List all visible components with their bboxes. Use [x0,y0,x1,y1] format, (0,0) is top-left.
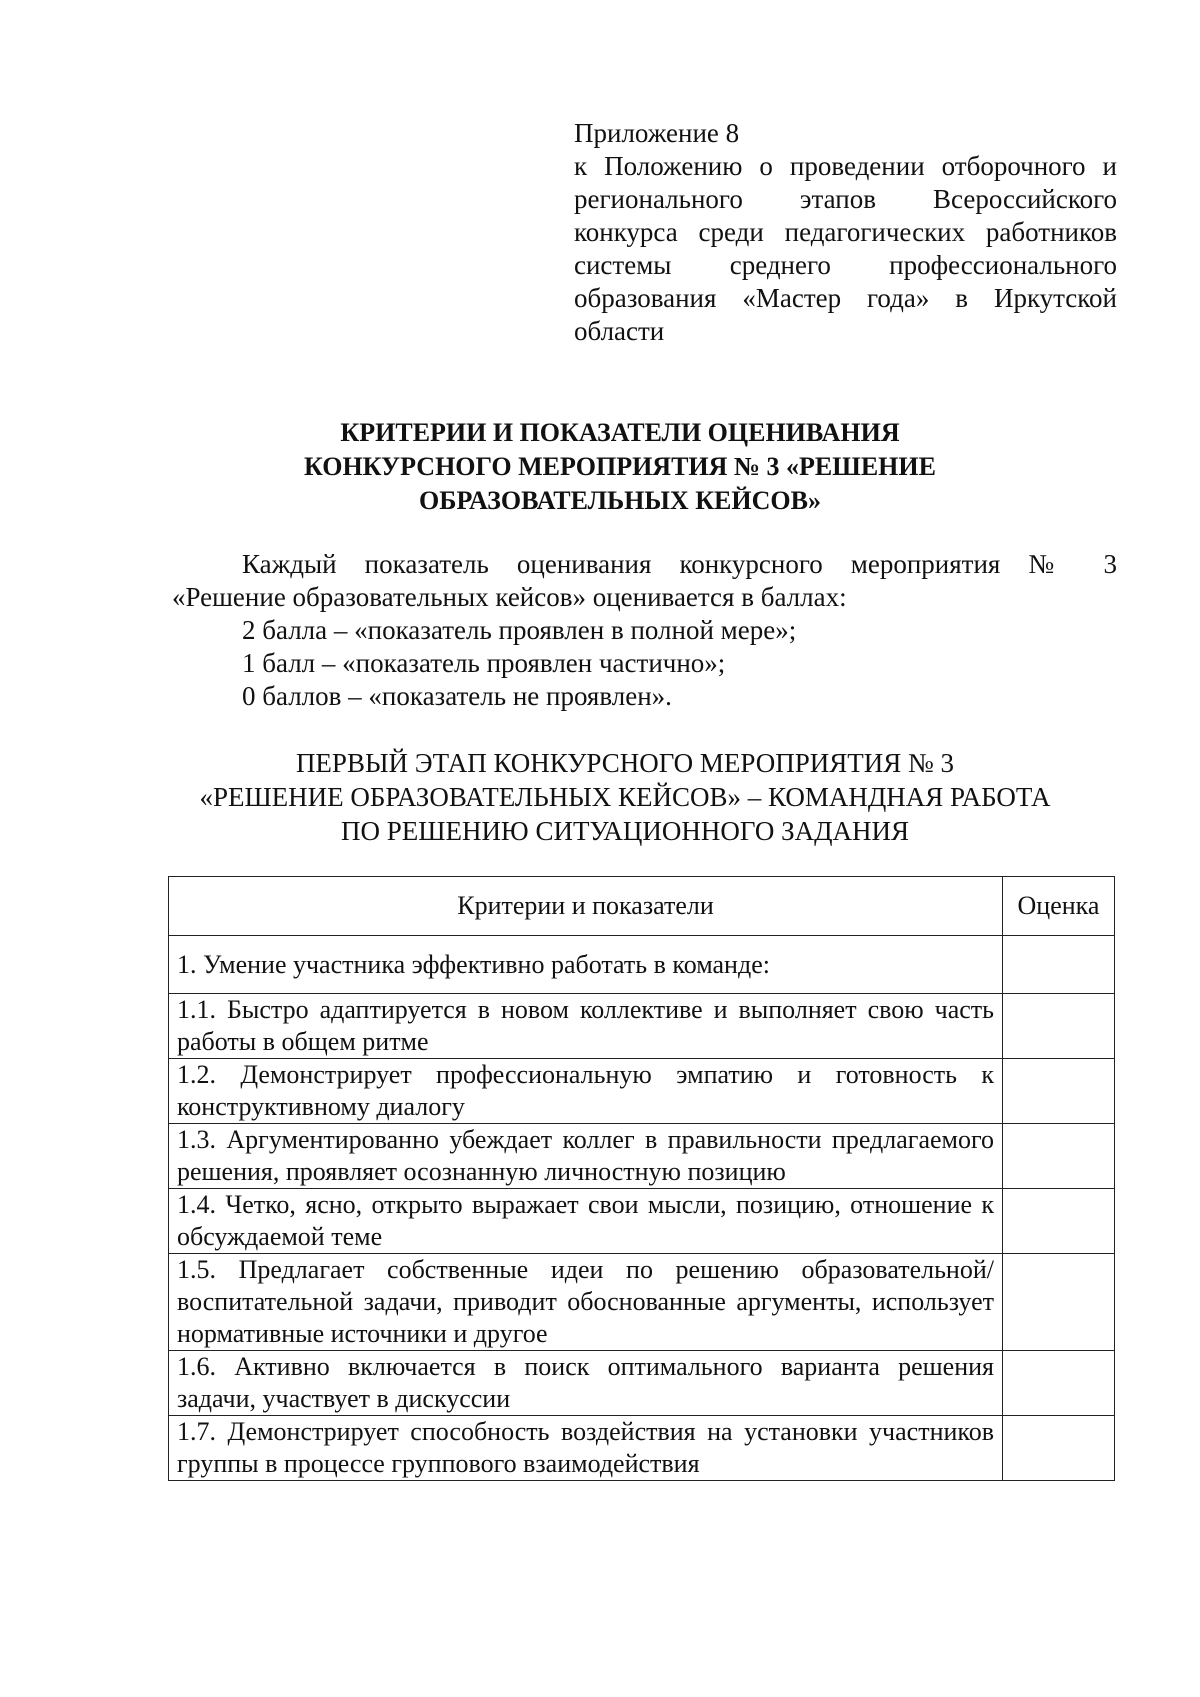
score-cell[interactable] [1003,1059,1115,1124]
score-0-description: 0 баллов – «показатель не проявлен». [242,681,672,711]
appendix-text-line: области [574,316,665,346]
score-cell[interactable] [1003,1124,1115,1189]
intro-line: «Решение образовательных кейсов» оценивается в баллах: [172,582,847,612]
criterion-cell: 1. Умение участника эффективно работать в команде: [169,936,1003,994]
stage-heading [150,746,1100,848]
score-cell[interactable] [1003,936,1115,994]
document-title [150,416,1090,518]
criterion-cell: 1.3. Аргументированно убеждает коллег в правильности предлагаемого решения, проявляет осознанную личностную позицию [169,1124,1003,1189]
appendix-text-line: конкурса среди педагогических работников [574,217,1117,247]
table-row [169,936,1115,994]
criteria-column-header: Критерии и показатели [169,877,1003,936]
intro-line: Каждый показатель оценивания конкурсного мероприятия № 3 [242,549,1117,579]
table-row [169,1124,1115,1189]
criterion-cell: 1.2. Демонстрирует профессиональную эмпатию и готовность к конструктивному диалогу [169,1059,1003,1124]
title-line: КРИТЕРИИ И ПОКАЗАТЕЛИ ОЦЕНИВАНИЯ [340,418,900,447]
criteria-table [168,876,1115,1481]
table-header-row [169,877,1115,936]
score-column-header: Оценка [1003,877,1115,936]
score-2-description: 2 балла – «показатель проявлен в полной мере»; [242,615,797,645]
criterion-cell: 1.4. Четко, ясно, открыто выражает свои мысли, позицию, отношение к обсуждаемой теме [169,1189,1003,1254]
score-1-description: 1 балл – «показатель проявлен частично»; [242,648,726,678]
title-line: ОБРАЗОВАТЕЛЬНЫХ КЕЙСОВ» [419,486,821,515]
title-line: КОНКУРСНОГО МЕРОПРИЯТИЯ № 3 «РЕШЕНИЕ [304,452,936,481]
stage-heading-line: ПЕРВЫЙ ЭТАП КОНКУРСНОГО МЕРОПРИЯТИЯ № 3 [295,748,955,778]
score-cell[interactable] [1003,1416,1115,1481]
score-cell[interactable] [1003,994,1115,1059]
appendix-text-line: к Положению о проведении отборочного и [574,151,1117,181]
table-row [169,1351,1115,1416]
score-cell[interactable] [1003,1351,1115,1416]
stage-heading-line: «РЕШЕНИЕ ОБРАЗОВАТЕЛЬНЫХ КЕЙСОВ» – КОМАНДНАЯ РАБОТА [199,782,1051,812]
criterion-cell: 1.1. Быстро адаптируется в новом коллективе и выполняет свою часть работы в общем ритме [169,994,1003,1059]
table-row [169,994,1115,1059]
criterion-cell: 1.7. Демонстрирует способность воздействия на установки участников группы в процессе группового взаимодействия [169,1416,1003,1481]
appendix-text-line: системы среднего профессионального [574,250,1117,280]
appendix-text-line: регионального этапов Всероссийского [574,184,1117,214]
appendix-number: Приложение 8 [574,118,740,148]
table-row [169,1059,1115,1124]
table-row [169,1416,1115,1481]
criterion-cell: 1.6. Активно включается в поиск оптимального варианта решения задачи, участвует в дискуссии [169,1351,1003,1416]
table-row [169,1254,1115,1351]
intro-paragraph [172,548,1117,713]
table-row [169,1189,1115,1254]
appendix-text-line: образования «Мастер года» в Иркутской [574,283,1117,313]
appendix-header [574,117,1117,348]
criterion-cell: 1.5. Предлагает собственные идеи по решению образовательной/воспитательной задачи, приводит обоснованные аргументы, использует нормативные источники и другое [169,1254,1003,1351]
stage-heading-line: ПО РЕШЕНИЮ СИТУАЦИОННОГО ЗАДАНИЯ [340,816,910,846]
score-cell[interactable] [1003,1189,1115,1254]
score-cell[interactable] [1003,1254,1115,1351]
